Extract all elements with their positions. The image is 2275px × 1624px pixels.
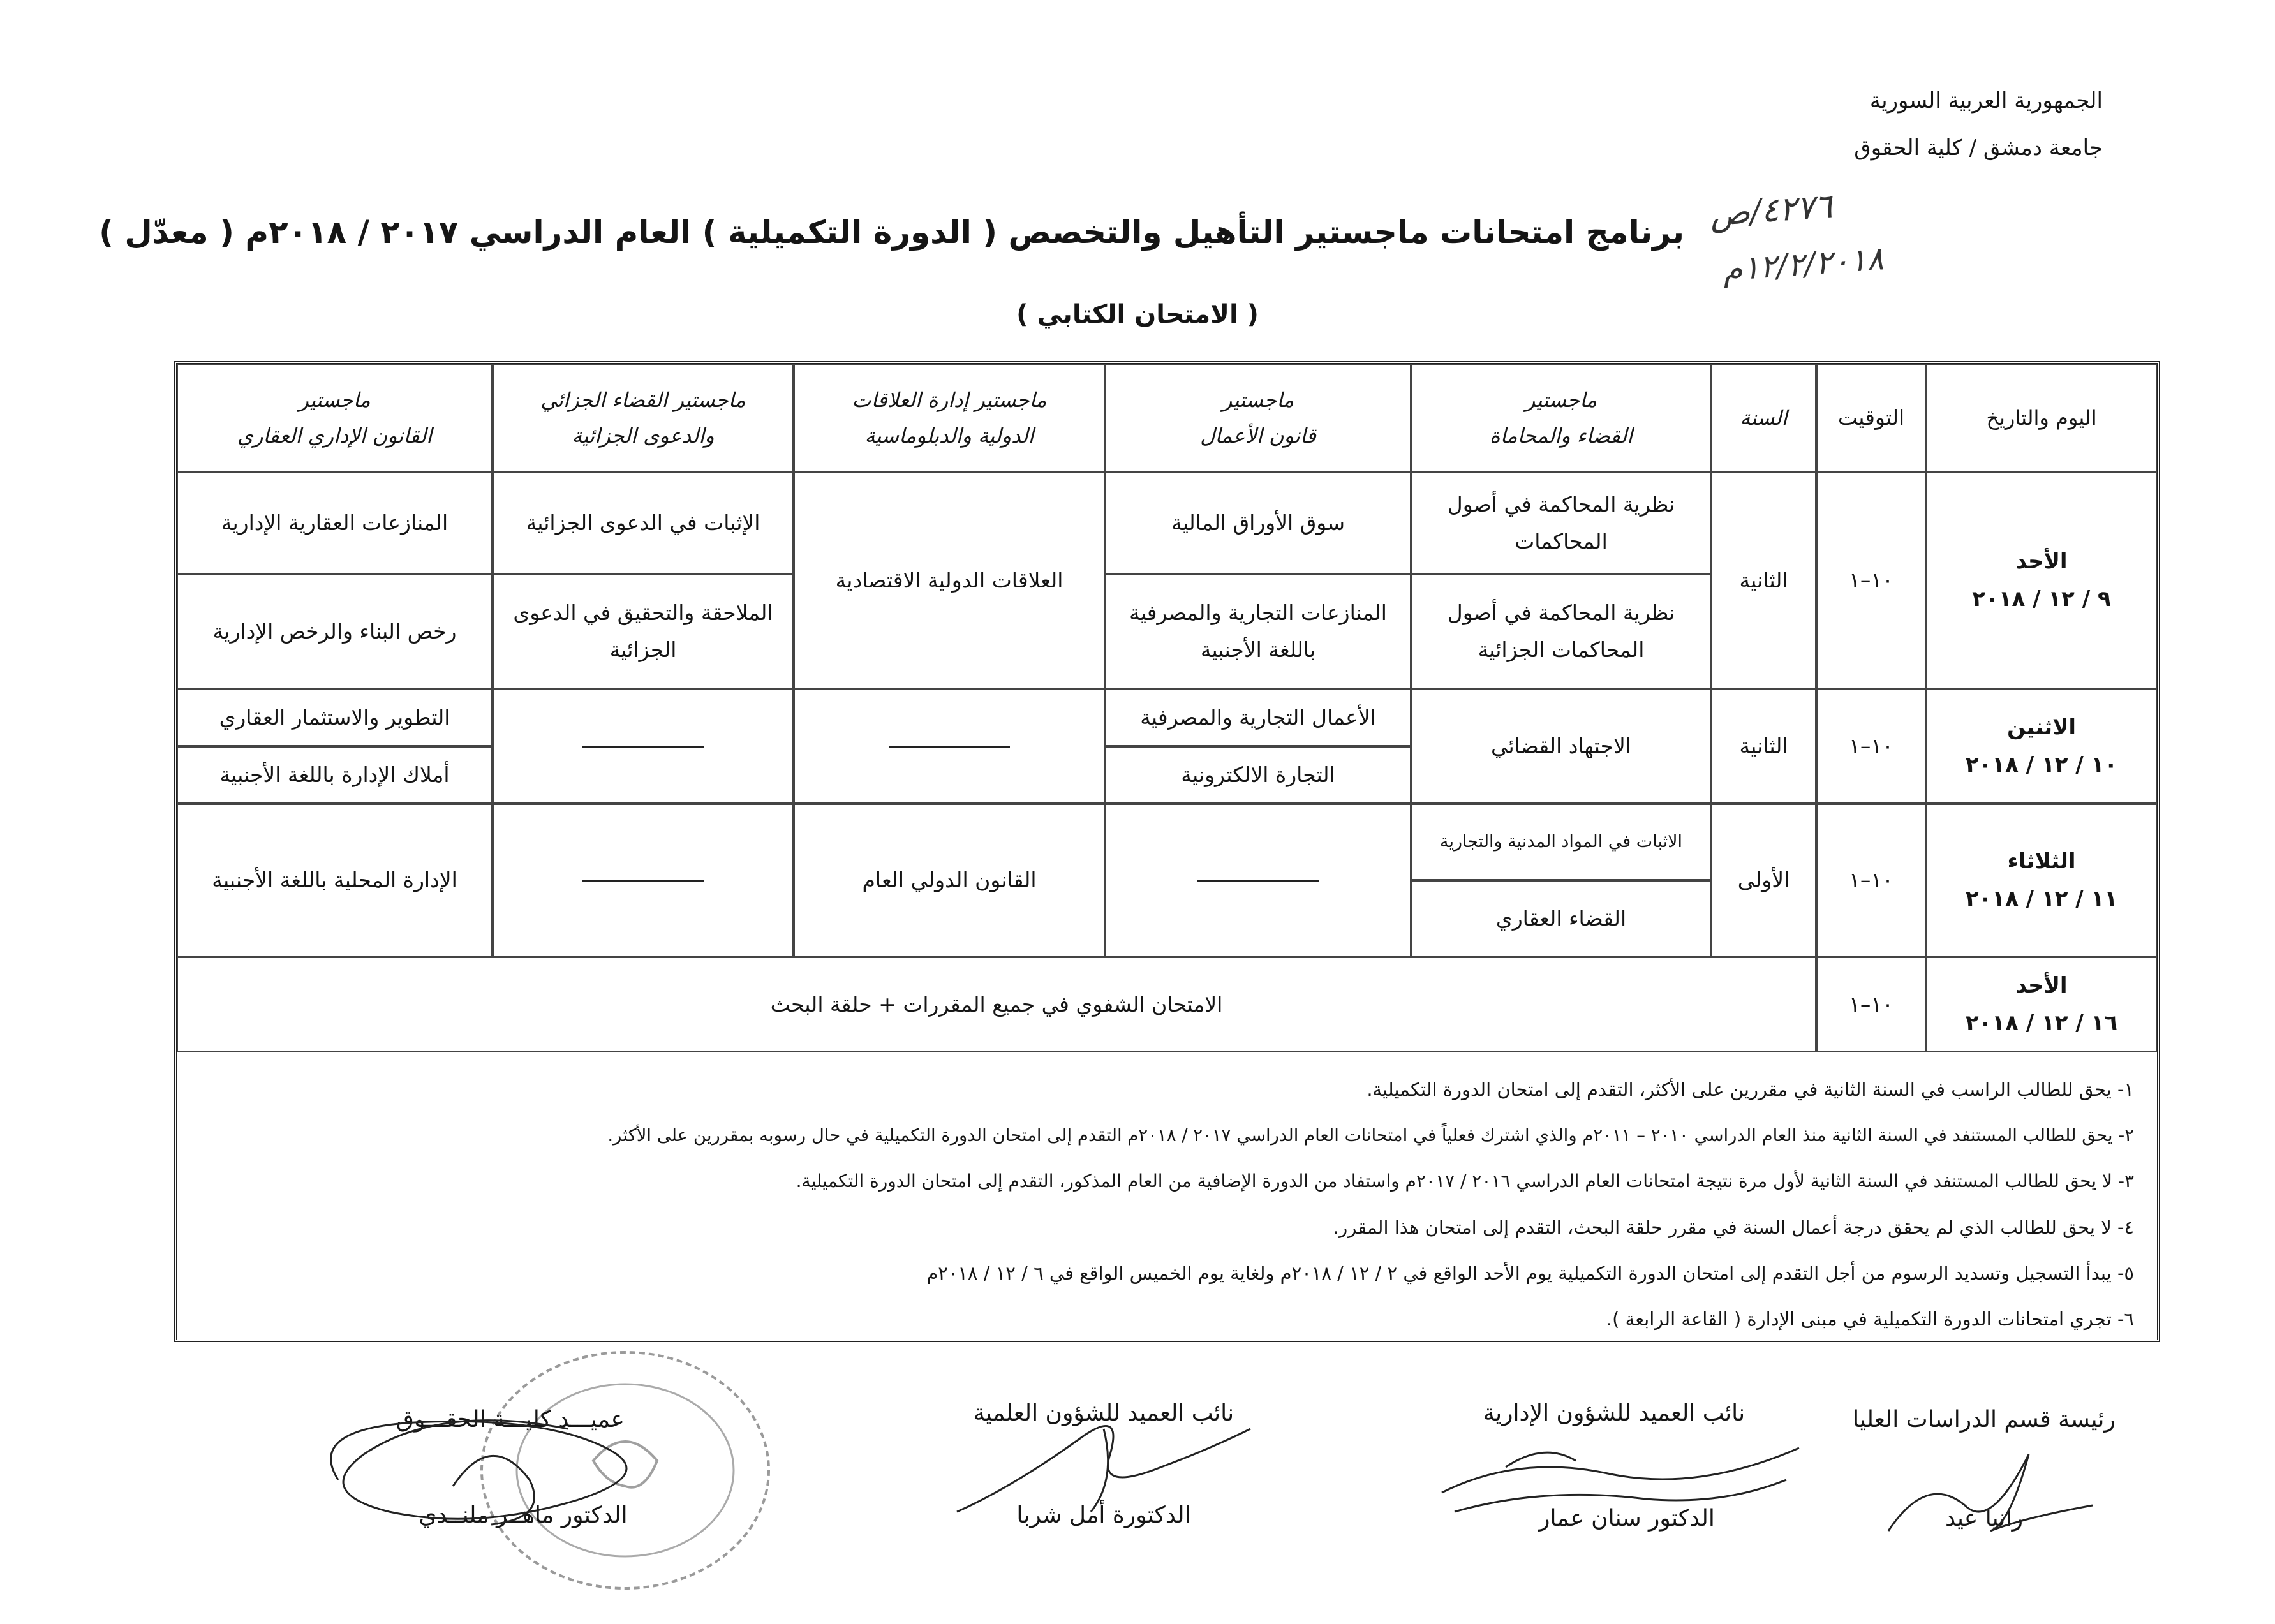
row3-international: القانون الدولي العام bbox=[794, 804, 1105, 957]
row1-time: ١٠–١ bbox=[1816, 472, 1926, 689]
header-col5-line1: ماجستير bbox=[299, 388, 371, 412]
row3-judiciary-a: الاثبات في المواد المدنية والتجارية bbox=[1411, 804, 1711, 880]
row4-oral-exam: الامتحان الشفوي في جميع المقررات + حلقة البحث bbox=[177, 957, 1816, 1052]
row2-time: ١٠–١ bbox=[1816, 689, 1926, 804]
page-title: برنامج امتحانات ماجستير التأهيل والتخصص ( الدورة التكميلية ) العام الدراسي ٢٠١٧ / ٢٠١٨م ( معدّل ) bbox=[99, 214, 1684, 251]
handwritten-reference: ٤٢٧٦/ص bbox=[1708, 187, 1834, 234]
signature-title-dean: عميـــد كليـــة الحقـــوق bbox=[396, 1406, 625, 1433]
row1-day-date bbox=[1926, 472, 2157, 689]
header-col3-line1: ماجستير إدارة العلاقات bbox=[852, 388, 1047, 412]
signature-name-science-deputy: الدكتورة أمل شربا bbox=[1016, 1502, 1191, 1528]
row4-date: ١٦ / ١٢ / ٢٠١٨ bbox=[1965, 1010, 2118, 1036]
row1-date: ٩ / ١٢ / ٢٠١٨ bbox=[1972, 586, 2111, 612]
row2-business-a: الأعمال التجارية والمصرفية bbox=[1105, 689, 1411, 746]
row3-business-empty bbox=[1105, 804, 1411, 957]
header-col4-line1: ماجستير القضاء الجزائي bbox=[540, 388, 746, 412]
row1-day: الأحد bbox=[2015, 548, 2068, 574]
header-time: التوقيت bbox=[1816, 364, 1926, 472]
row3-time: ١٠–١ bbox=[1816, 804, 1926, 957]
row1-international: العلاقات الدولية الاقتصادية bbox=[794, 472, 1105, 689]
signature-title-science-deputy: نائب العميد للشؤون العلمية bbox=[973, 1400, 1234, 1426]
signature-name-dean: الدكتور ماهــر ملنــدي bbox=[419, 1502, 628, 1528]
country-name: الجمهورية العربية السورية bbox=[1869, 88, 2103, 114]
row1-business-b: المنازعات التجارية والمصرفية باللغة الأجنبية bbox=[1105, 574, 1411, 689]
exam-type-subtitle: ( الامتحان الكتابي ) bbox=[1016, 300, 1259, 329]
note-item: ٤- لا يحق للطالب الذي لم يحقق درجة أعمال السنة في مقرر حلقة البحث، التقدم إلى امتحان هذا المقرر. bbox=[1332, 1216, 2134, 1238]
header-col1-line1: ماجستير bbox=[1525, 388, 1597, 412]
row3-year: الأولى bbox=[1711, 804, 1816, 957]
row2-criminal-empty bbox=[493, 689, 794, 804]
header-business-law bbox=[1105, 364, 1411, 472]
notes-section bbox=[177, 1054, 2157, 1341]
empty-dash bbox=[889, 746, 1010, 748]
header-col5-line2: القانون الإداري العقاري bbox=[237, 424, 433, 448]
note-item: ٦- تجري امتحانات الدورة التكميلية في مبنى الإدارة ( القاعة الرابعة ). bbox=[1606, 1308, 2134, 1330]
header-col2-line1: ماجستير bbox=[1222, 388, 1294, 412]
row2-business-b: التجارة الالكترونية bbox=[1105, 746, 1411, 804]
row1-criminal-a: الإثبات في الدعوى الجزائية bbox=[493, 472, 794, 574]
signature-title-grad-head: رئيسة قسم الدراسات العليا bbox=[1853, 1406, 2116, 1433]
row4-day: الأحد bbox=[2015, 972, 2068, 998]
signature-name-grad-head: رانيا عيد bbox=[1945, 1505, 2023, 1532]
row3-day-date bbox=[1926, 804, 2157, 957]
row3-admin: الإدارة المحلية باللغة الأجنبية bbox=[177, 804, 493, 957]
row3-judiciary-b: القضاء العقاري bbox=[1411, 880, 1711, 957]
row2-admin-b: أملاك الإدارة باللغة الأجنبية bbox=[177, 746, 493, 804]
header-judiciary-advocacy bbox=[1411, 364, 1711, 472]
row1-year: الثانية bbox=[1711, 472, 1816, 689]
signature-title-admin-deputy: نائب العميد للشؤون الإدارية bbox=[1483, 1400, 1745, 1426]
note-item: ٥- يبدأ التسجيل وتسديد الرسوم من أجل التقدم إلى امتحان الدورة التكميلية يوم الأحد الواقع في ٢ / ١٢ / ٢٠١٨م ولغاية يوم الخميس الواقع في ٦ / ١٢ / ٢٠١٨م bbox=[926, 1262, 2134, 1284]
row2-day: الاثنين bbox=[2006, 714, 2077, 740]
header-day-date: اليوم والتاريخ bbox=[1926, 364, 2157, 472]
row1-admin-b: رخص البناء والرخص الإدارية bbox=[177, 574, 493, 689]
note-item: ٣- لا يحق للطالب المستنفد في السنة الثانية لأول مرة نتيجة امتحانات العام الدراسي ٢٠١٦ / ٢٠١٧م واستفاد من الدورة الإضافية من العام المذكور، التقدم إلى امتحان الدورة التكميلية. bbox=[796, 1170, 2134, 1192]
row2-year: الثانية bbox=[1711, 689, 1816, 804]
row3-criminal-empty bbox=[493, 804, 794, 957]
row1-judiciary-a: نظرية المحاكمة في أصول المحاكمات bbox=[1411, 472, 1711, 574]
header-col2-line2: قانون الأعمال bbox=[1200, 424, 1316, 448]
row2-international-empty bbox=[794, 689, 1105, 804]
row3-date: ١١ / ١٢ / ٢٠١٨ bbox=[1965, 886, 2118, 912]
university-name: جامعة دمشق / كلية الحقوق bbox=[1854, 135, 2103, 161]
handwritten-date: ١٢/٢/٢٠١٨م bbox=[1721, 240, 1885, 288]
exam-schedule-table bbox=[174, 361, 2160, 1342]
row2-judiciary: الاجتهاد القضائي bbox=[1411, 689, 1711, 804]
row2-admin-a: التطوير والاستثمار العقاري bbox=[177, 689, 493, 746]
signature-name-admin-deputy: الدكتور سنان عمار bbox=[1539, 1505, 1715, 1532]
row1-criminal-b: الملاحقة والتحقيق في الدعوى الجزائية bbox=[493, 574, 794, 689]
note-item: ٢- يحق للطالب المستنفد في السنة الثانية منذ العام الدراسي ٢٠١٠ – ٢٠١١م والذي اشترك فعلياً في امتحانات العام الدراسي ٢٠١٧ / ٢٠١٨م التقدم إلى امتحان الدورة التكميلية في حال رسوبه بمقررين على الأكثر. bbox=[607, 1125, 2134, 1146]
header-col4-line2: والدعوى الجزائية bbox=[572, 424, 715, 448]
row2-day-date bbox=[1926, 689, 2157, 804]
row1-judiciary-b: نظرية المحاكمة في أصول المحاكمات الجزائية bbox=[1411, 574, 1711, 689]
row1-admin-a: المنازعات العقارية الإدارية bbox=[177, 472, 493, 574]
header-col3-line2: الدولية والدبلوماسية bbox=[864, 424, 1034, 448]
header-criminal-judiciary bbox=[493, 364, 794, 472]
header-col1-line2: القضاء والمحاماة bbox=[1489, 424, 1633, 448]
row4-time: ١٠–١ bbox=[1816, 957, 1926, 1052]
header-year: السنة bbox=[1711, 364, 1816, 472]
empty-dash bbox=[582, 880, 704, 882]
row4-day-date bbox=[1926, 957, 2157, 1052]
row2-date: ١٠ / ١٢ / ٢٠١٨ bbox=[1965, 752, 2118, 778]
row3-day: الثلاثاء bbox=[2007, 848, 2076, 874]
empty-dash bbox=[1197, 880, 1319, 882]
signature-scribble-admin-deputy bbox=[1429, 1422, 1812, 1537]
signature-scribble-grad-head bbox=[1876, 1442, 2105, 1556]
header-international-relations bbox=[794, 364, 1105, 472]
signature-scribble-science-deputy bbox=[938, 1403, 1270, 1531]
empty-dash bbox=[582, 746, 704, 748]
signature-scribble-dean bbox=[300, 1391, 695, 1569]
header-administrative-real-estate-law bbox=[177, 364, 493, 472]
note-item: ١- يحق للطالب الراسب في السنة الثانية في مقررين على الأكثر، التقدم إلى امتحان الدورة التكميلية. bbox=[1367, 1079, 2134, 1100]
row1-business-a: سوق الأوراق المالية bbox=[1105, 472, 1411, 574]
